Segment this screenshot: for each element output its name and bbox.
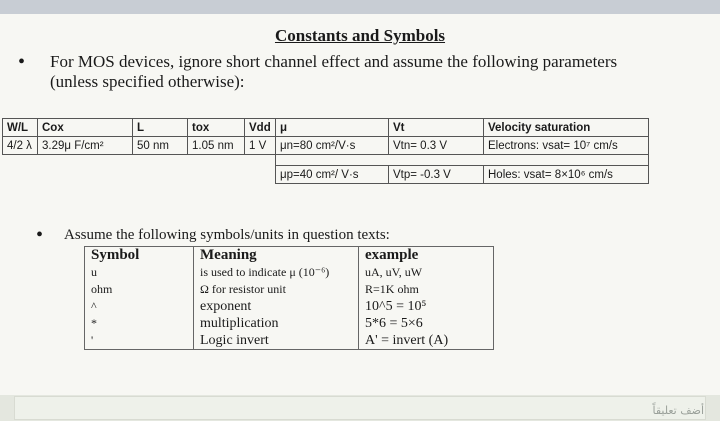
add-comment-watermark: أضف تعليقاً — [652, 404, 704, 417]
symbol-row — [85, 315, 494, 332]
symbols-header-row — [85, 247, 494, 265]
meaning-cell: exponent — [194, 298, 359, 315]
bullet2-text: Assume the following symbols/units in question texts: — [64, 227, 390, 243]
header-cox: Cox — [38, 119, 133, 137]
cell-vtp: Vtp= -0.3 V — [389, 166, 484, 184]
example-cell: A' = invert (A) — [359, 332, 494, 350]
header-wl: W/L — [3, 119, 38, 137]
parameters-table — [2, 118, 649, 184]
params-gap-row — [3, 155, 649, 166]
symbol-row — [85, 298, 494, 315]
bullet-marker: • — [36, 224, 44, 246]
symbol-cell: * — [85, 315, 194, 332]
params-row-1 — [3, 137, 649, 155]
params-row-2 — [3, 166, 649, 184]
cell-mun: μn=80 cm²/V·s — [276, 137, 389, 155]
comment-input[interactable] — [14, 396, 706, 420]
symbols-table — [84, 246, 494, 350]
header-mu: μ — [276, 119, 389, 137]
meaning-cell: multiplication — [194, 315, 359, 332]
cell-tox: 1.05 nm — [188, 137, 245, 155]
symbol-cell: ohm — [85, 281, 194, 298]
top-bar — [0, 0, 720, 14]
example-cell: R=1K ohm — [359, 281, 494, 298]
cell-l: 50 nm — [133, 137, 188, 155]
header-meaning: Meaning — [194, 247, 359, 265]
meaning-cell: Logic invert — [194, 332, 359, 350]
params-header-row — [3, 119, 649, 137]
symbol-row — [85, 332, 494, 350]
cell-wl: 4/2 λ — [3, 137, 38, 155]
symbol-row — [85, 281, 494, 298]
cell-vsat-electrons: Electrons: vsat= 10⁷ cm/s — [484, 137, 649, 155]
header-tox: tox — [188, 119, 245, 137]
bullet1-line1: For MOS devices, ignore short channel effect and assume the following parameters — [50, 52, 618, 71]
symbol-cell: ' — [85, 332, 194, 350]
symbol-cell: u — [85, 264, 194, 281]
example-cell: 10^5 = 10⁵ — [359, 298, 494, 315]
symbol-cell: ^ — [85, 298, 194, 315]
cell-vtn: Vtn= 0.3 V — [389, 137, 484, 155]
header-symbol: Symbol — [85, 247, 194, 265]
header-velocity-saturation: Velocity saturation — [484, 119, 649, 137]
cell-mup: μp=40 cm²/ V·s — [276, 166, 389, 184]
example-cell: 5*6 = 5×6 — [359, 315, 494, 332]
bullet1-line2: (unless specified otherwise): — [50, 72, 245, 91]
header-l: L — [133, 119, 188, 137]
cell-cox: 3.29μ F/cm² — [38, 137, 133, 155]
symbol-row — [85, 264, 494, 281]
header-example: example — [359, 247, 494, 265]
example-cell: uA, uV, uW — [359, 264, 494, 281]
page-title: Constants and Symbols — [274, 26, 446, 45]
bullet-marker: • — [18, 51, 26, 73]
header-vt: Vt — [389, 119, 484, 137]
cell-vsat-holes: Holes: vsat= 8×10⁶ cm/s — [484, 166, 649, 184]
meaning-cell: Ω for resistor unit — [194, 281, 359, 298]
header-vdd: Vdd — [245, 119, 276, 137]
meaning-cell: is used to indicate μ (10⁻⁶) — [194, 264, 359, 281]
cell-vdd: 1 V — [245, 137, 276, 155]
